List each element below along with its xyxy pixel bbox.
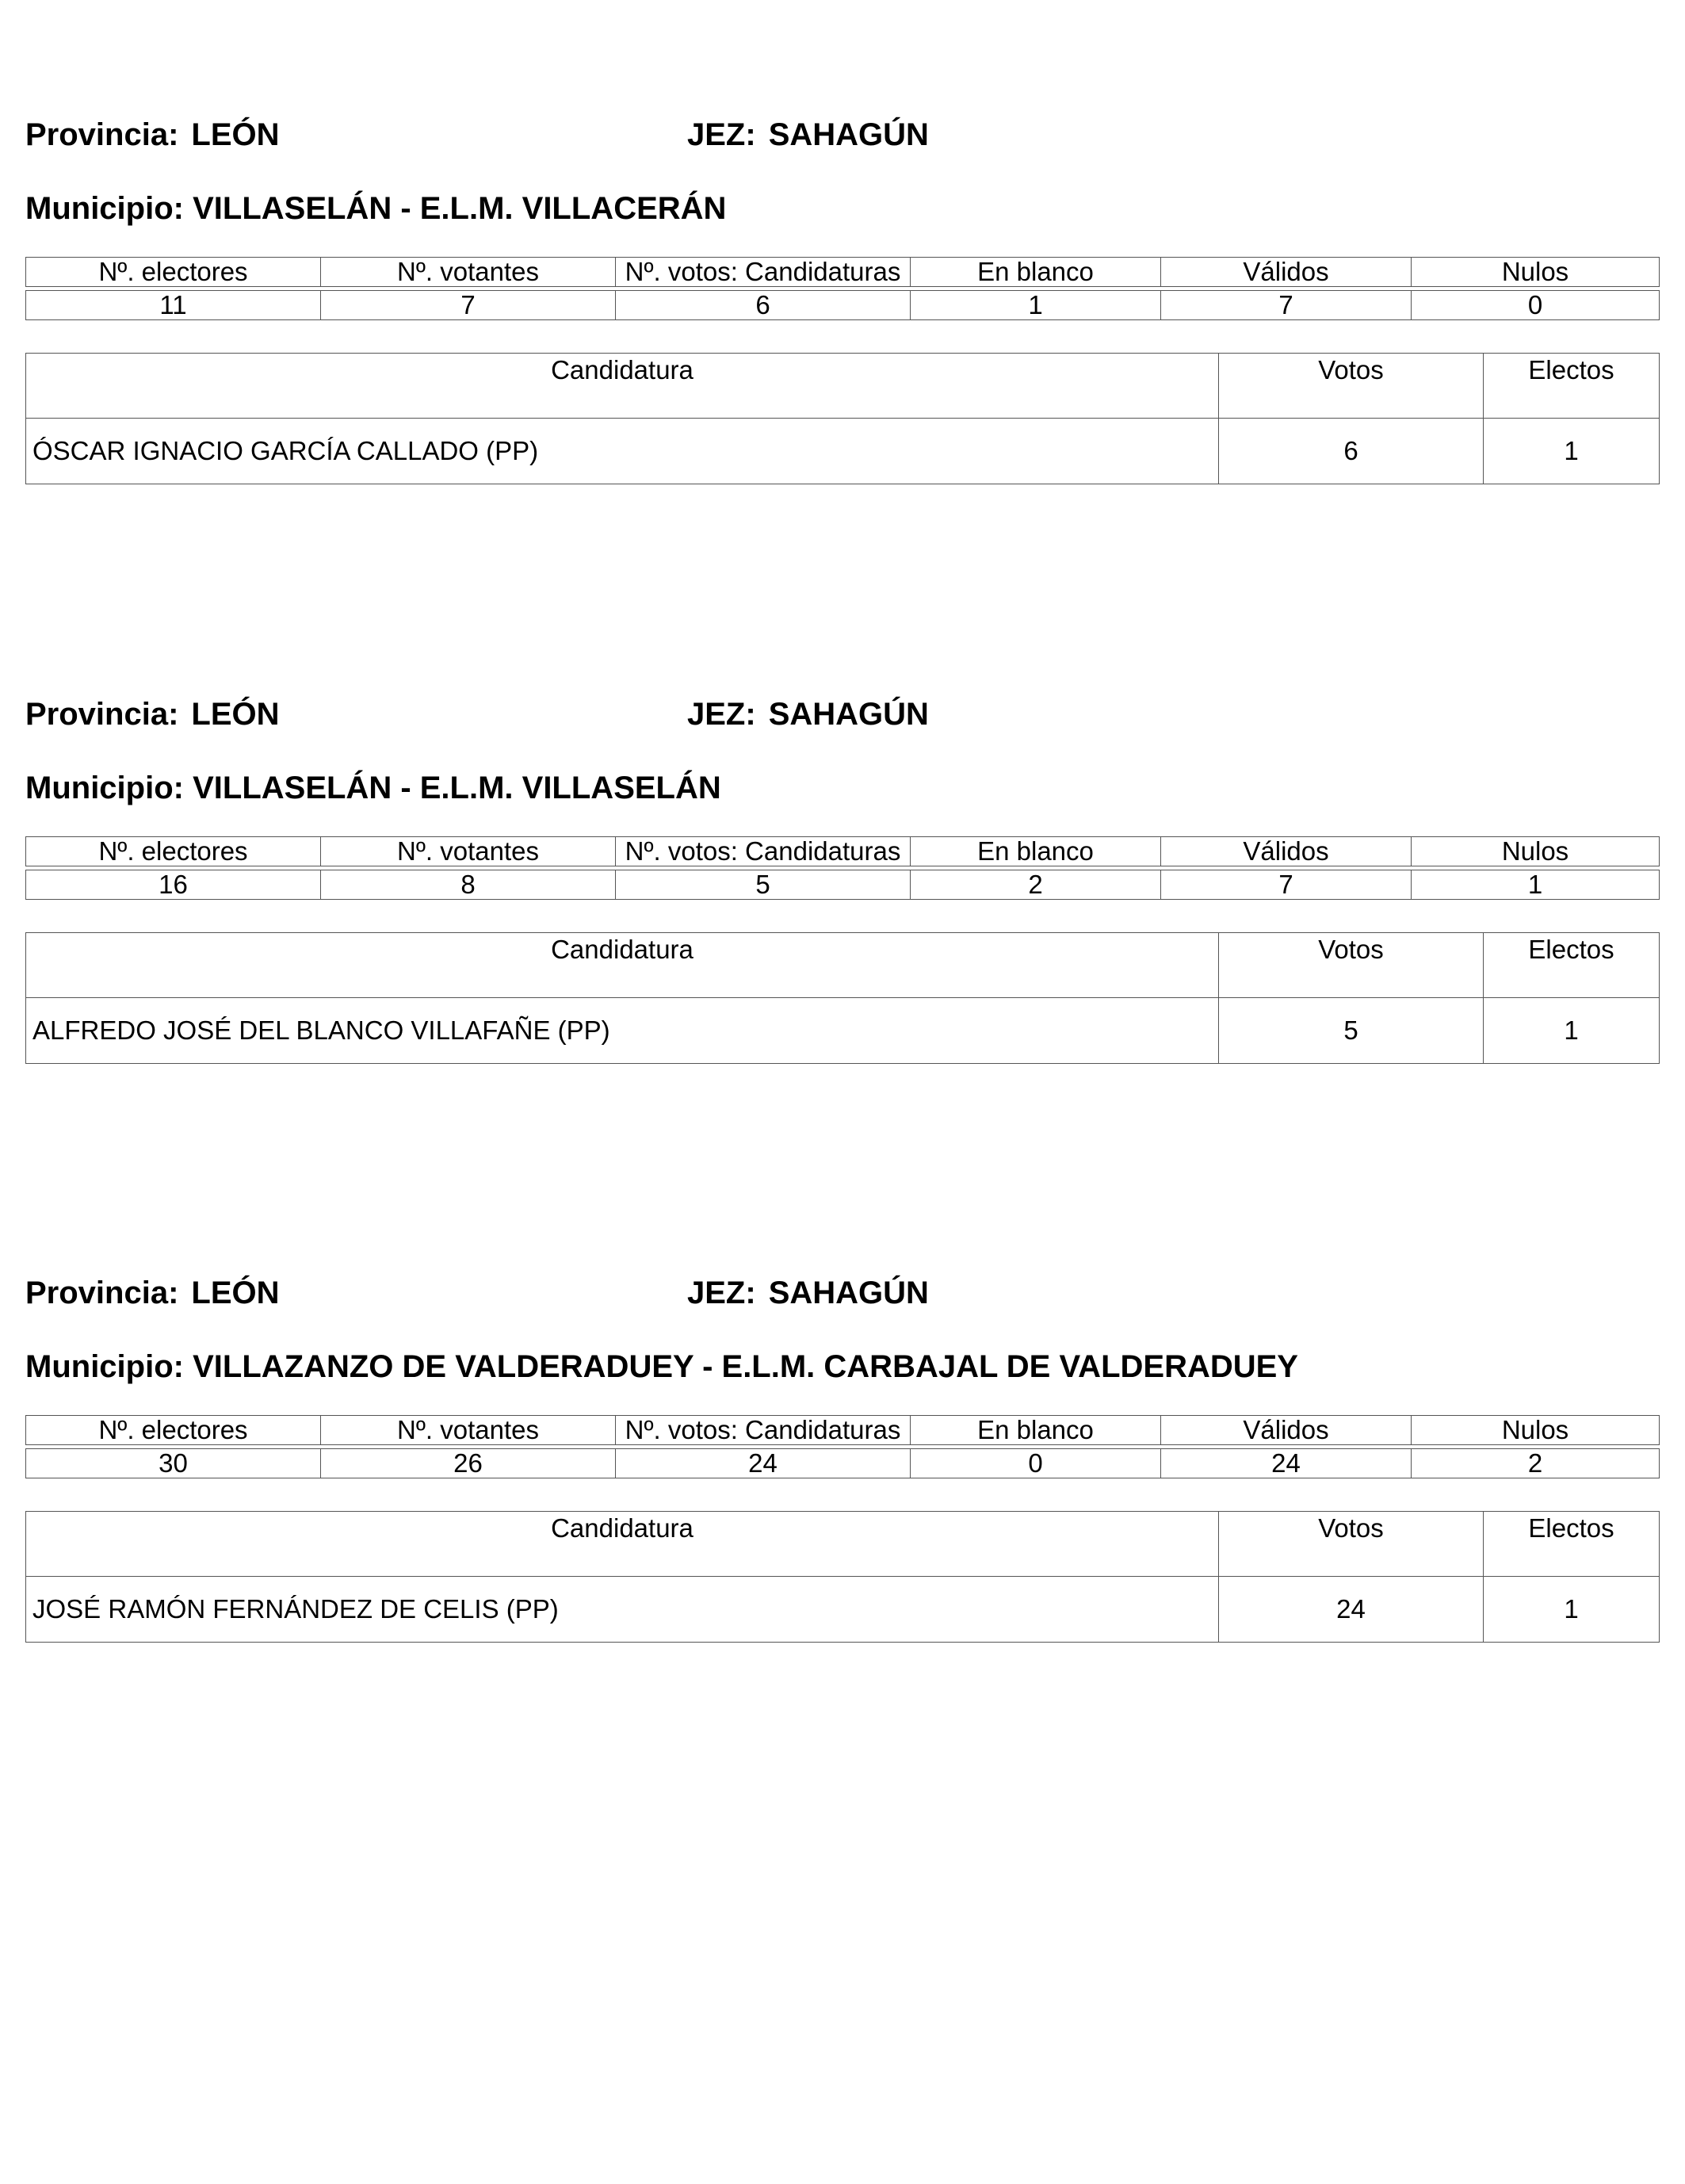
municipio-heading [25, 769, 721, 807]
stats-value-cell: 7 [321, 291, 616, 320]
stats-value-row [26, 1449, 1660, 1478]
election-section-1 [25, 116, 1659, 560]
votos-header: Votos [1219, 1512, 1484, 1577]
election-section-2 [25, 695, 1659, 1139]
candidate-name: ÓSCAR IGNACIO GARCÍA CALLADO (PP) [26, 419, 1219, 484]
provincia-value: LEÓN [191, 117, 280, 152]
stats-value-row [26, 291, 1660, 320]
candidate-votos: 24 [1219, 1577, 1484, 1643]
provincia-value: LEÓN [191, 697, 280, 732]
jez-value: SAHAGÚN [768, 1276, 929, 1310]
electos-header: Electos [1484, 933, 1660, 998]
stats-value-cell: 7 [1161, 870, 1412, 900]
candidatura-header: Candidatura [26, 354, 1219, 419]
stats-header-row [26, 1416, 1660, 1445]
stats-value-row [26, 870, 1660, 900]
stats-value-cell: 1 [911, 291, 1161, 320]
candidate-electos: 1 [1484, 1577, 1660, 1643]
candidates-header-row [26, 354, 1660, 419]
stats-header-cell: Nulos [1412, 837, 1660, 866]
candidates-header-row [26, 1512, 1660, 1577]
stats-header-cell: Nº. votos: Candidaturas [616, 258, 911, 287]
stats-value-cell: 11 [26, 291, 321, 320]
municipio-label: Municipio: [25, 1349, 184, 1384]
stats-header-cell: Válidos [1161, 837, 1412, 866]
stats-header-cell: Nº. electores [26, 1416, 321, 1445]
stats-header-cell: Nº. electores [26, 837, 321, 866]
stats-header-row [26, 837, 1660, 866]
provincia-heading [25, 116, 280, 154]
municipio-label: Municipio: [25, 191, 184, 226]
candidate-electos: 1 [1484, 998, 1660, 1064]
jez-label: JEZ: [687, 1276, 756, 1310]
stats-value-cell: 24 [1161, 1449, 1412, 1478]
stats-header-cell: En blanco [911, 837, 1161, 866]
electos-header: Electos [1484, 1512, 1660, 1577]
candidate-name: JOSÉ RAMÓN FERNÁNDEZ DE CELIS (PP) [26, 1577, 1219, 1643]
candidate-row [26, 419, 1660, 484]
stats-value-cell: 30 [26, 1449, 321, 1478]
stats-header-cell: Nulos [1412, 258, 1660, 287]
municipio-heading [25, 1348, 1298, 1386]
stats-value-cell: 8 [321, 870, 616, 900]
candidate-votos: 6 [1219, 419, 1484, 484]
candidate-name: ALFREDO JOSÉ DEL BLANCO VILLAFAÑE (PP) [26, 998, 1219, 1064]
stats-header-cell: Nulos [1412, 1416, 1660, 1445]
electos-header: Electos [1484, 354, 1660, 419]
stats-value-cell: 6 [616, 291, 911, 320]
stats-header-cell: En blanco [911, 258, 1161, 287]
provincia-heading [25, 1274, 280, 1312]
stats-value-cell: 26 [321, 1449, 616, 1478]
stats-value-cell: 24 [616, 1449, 911, 1478]
stats-value-cell: 0 [1412, 291, 1660, 320]
provincia-label: Provincia: [25, 1276, 179, 1310]
candidates-table [25, 353, 1660, 484]
votos-header: Votos [1219, 354, 1484, 419]
stats-value-cell: 2 [911, 870, 1161, 900]
jez-value: SAHAGÚN [768, 697, 929, 732]
stats-header-cell: Nº. votantes [321, 837, 616, 866]
stats-value-cell: 0 [911, 1449, 1161, 1478]
stats-header-cell: Nº. votos: Candidaturas [616, 1416, 911, 1445]
votos-header: Votos [1219, 933, 1484, 998]
stats-table [25, 836, 1660, 900]
stats-table [25, 1415, 1660, 1478]
stats-header-cell: En blanco [911, 1416, 1161, 1445]
stats-header-cell: Nº. votantes [321, 1416, 616, 1445]
stats-value-cell: 5 [616, 870, 911, 900]
jez-value: SAHAGÚN [768, 117, 929, 152]
jez-label: JEZ: [687, 697, 756, 732]
candidate-electos: 1 [1484, 419, 1660, 484]
provincia-value: LEÓN [191, 1276, 280, 1310]
provincia-label: Provincia: [25, 697, 179, 732]
election-section-3 [25, 1274, 1659, 1718]
municipio-value: VILLAZANZO DE VALDERADUEY - E.L.M. CARBAJAL DE VALDERADUEY [193, 1349, 1298, 1384]
stats-header-cell: Válidos [1161, 258, 1412, 287]
candidatura-header: Candidatura [26, 1512, 1219, 1577]
candidates-table [25, 1511, 1660, 1643]
municipio-value: VILLASELÁN - E.L.M. VILLASELÁN [193, 771, 721, 805]
stats-header-cell: Nº. electores [26, 258, 321, 287]
stats-table [25, 257, 1660, 320]
stats-header-row [26, 258, 1660, 287]
candidate-row [26, 1577, 1660, 1643]
candidates-table [25, 932, 1660, 1064]
jez-label: JEZ: [687, 117, 756, 152]
jez-heading [687, 116, 929, 154]
jez-heading [687, 1274, 929, 1312]
municipio-label: Municipio: [25, 771, 184, 805]
provincia-heading [25, 695, 280, 733]
stats-value-cell: 16 [26, 870, 321, 900]
jez-heading [687, 695, 929, 733]
municipio-value: VILLASELÁN - E.L.M. VILLACERÁN [193, 191, 727, 226]
provincia-label: Provincia: [25, 117, 179, 152]
stats-value-cell: 1 [1412, 870, 1660, 900]
stats-header-cell: Nº. votos: Candidaturas [616, 837, 911, 866]
candidate-row [26, 998, 1660, 1064]
stats-header-cell: Nº. votantes [321, 258, 616, 287]
candidate-votos: 5 [1219, 998, 1484, 1064]
municipio-heading [25, 189, 726, 228]
candidates-header-row [26, 933, 1660, 998]
stats-value-cell: 2 [1412, 1449, 1660, 1478]
candidatura-header: Candidatura [26, 933, 1219, 998]
stats-value-cell: 7 [1161, 291, 1412, 320]
stats-header-cell: Válidos [1161, 1416, 1412, 1445]
